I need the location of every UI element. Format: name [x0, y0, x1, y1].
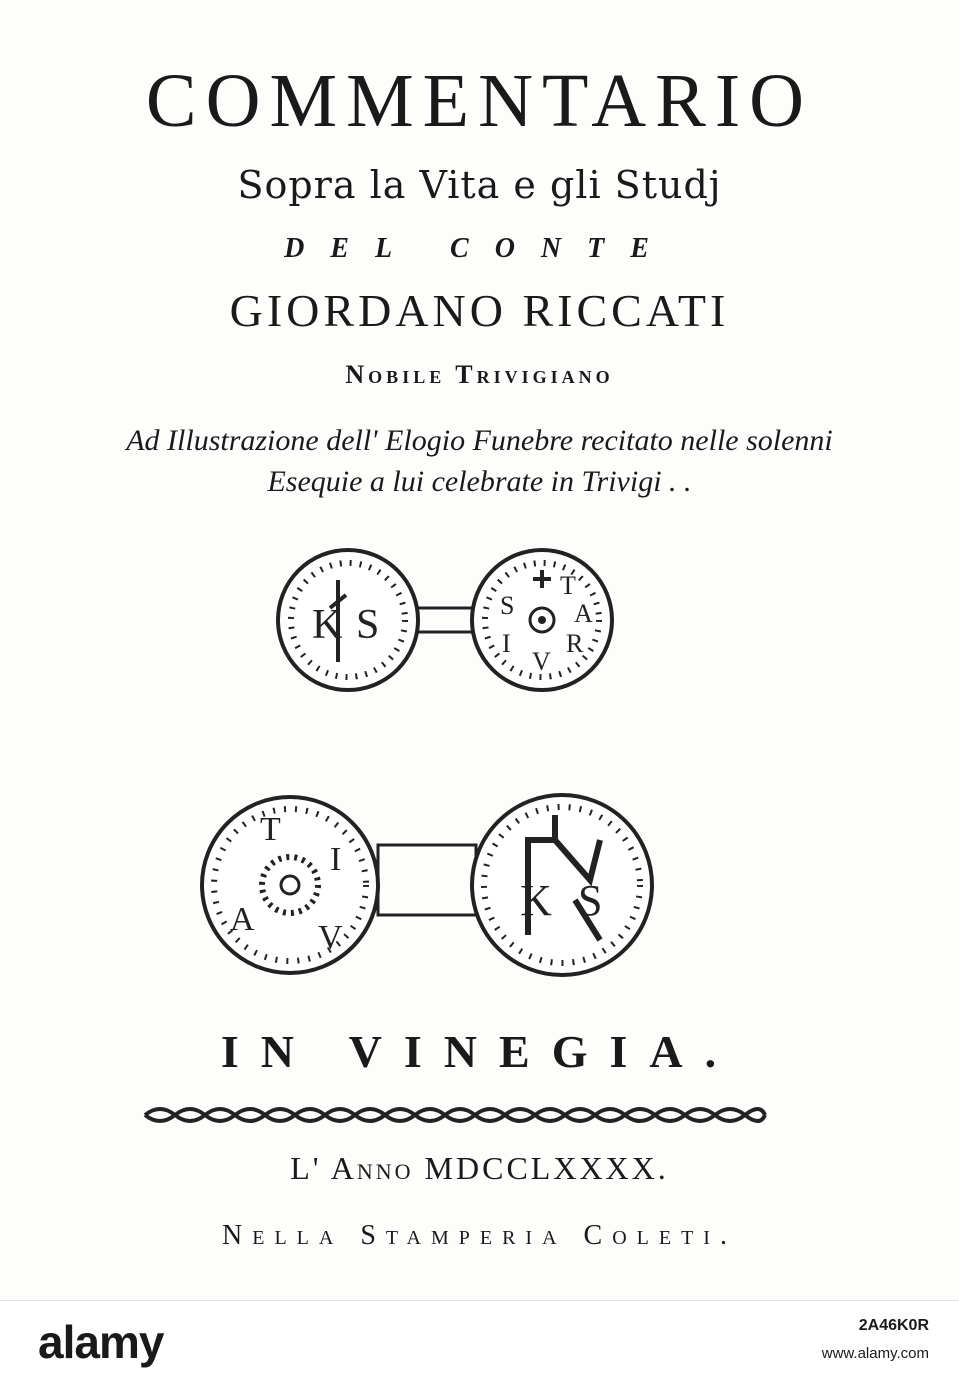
watermark-url: www.alamy.com — [821, 1345, 929, 1362]
book-title: COMMENTARIO — [145, 59, 814, 143]
coin-top-right-letter-4: V — [532, 647, 551, 676]
author-name: GIORDANO RICCATI — [229, 285, 730, 336]
coin-top-right-letter-3: R — [566, 629, 584, 658]
publication-year: L' Anno MDCCLXXXX. — [290, 1150, 669, 1186]
watermark-info — [822, 1317, 929, 1362]
coin-bottom-left-letter-2: I — [330, 841, 342, 878]
coin-connector-bottom — [378, 845, 476, 915]
alamy-logo: alamy — [38, 1316, 164, 1368]
coin-bottom-right-letter-2: S — [578, 876, 603, 925]
coin-top-right-icon — [472, 550, 612, 690]
book-subtitle: Sopra la Vita e gli Studj — [237, 163, 722, 207]
coin-top-right-letter-5: I — [502, 629, 511, 658]
dedication-line-2: Esequie a lui celebrate in Trivigi . . — [267, 465, 692, 498]
coin-top-left-letter-1: K — [312, 602, 343, 648]
image-id: 2A46K0R — [858, 1317, 929, 1334]
ornament-chain-icon — [140, 1100, 770, 1130]
coin-bottom-right-icon — [472, 795, 652, 975]
nobile-line: Nobile Trivigiano — [345, 360, 614, 389]
watermark-bar — [0, 1300, 959, 1391]
del-conte-line: DEL CONTE — [284, 233, 675, 264]
coin-bottom-right-letter-1: K — [520, 876, 552, 925]
printer-line: Nella Stamperia Coleti. — [222, 1220, 737, 1251]
coin-illustration — [0, 540, 959, 1000]
imprint-city: IN VINEGIA. — [220, 1026, 739, 1077]
coin-top-left-letter-2: S — [356, 602, 380, 648]
coin-connector-top — [415, 608, 477, 632]
coin-top-left-icon — [278, 550, 418, 690]
coin-bottom-left-icon — [202, 797, 378, 973]
coin-top-right-letter-2: A — [574, 599, 593, 628]
coin-bottom-left-letter-3: V — [318, 919, 343, 956]
coin-top-right-letter-1: T — [560, 571, 576, 600]
coin-top-right-letter-6: S — [500, 591, 515, 620]
coin-bottom-left-letter-1: T — [260, 811, 281, 848]
dedication-line-1: Ad Illustrazione dell' Elogio Funebre recitato nelle solenni — [126, 424, 833, 457]
coin-bottom-left-letter-4: A — [230, 901, 255, 938]
